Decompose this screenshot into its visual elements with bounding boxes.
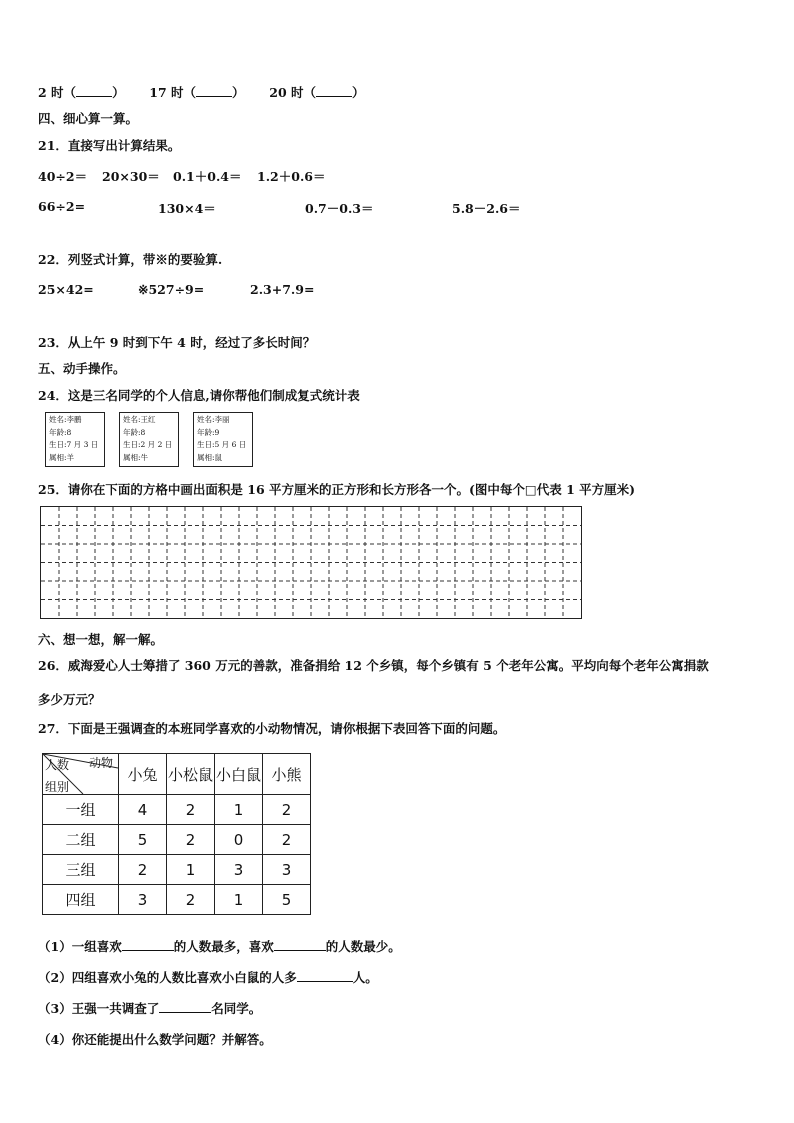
row-header: 四组: [43, 885, 119, 915]
q22-item: 2.3+7.9=: [250, 282, 315, 297]
column-header: 小白鼠: [215, 754, 263, 795]
card-zodiac: 属相:鼠: [197, 452, 223, 462]
q22-title: 22．列竖式计算，带※的要验算.: [38, 252, 223, 267]
table-cell: 1: [167, 855, 215, 885]
corner-label-animal: 动物: [89, 756, 114, 770]
q21-item: 20×30＝: [102, 169, 160, 184]
q22-item: ※527÷9=: [138, 282, 205, 297]
q21-item: 66÷2=: [38, 199, 86, 214]
card-birthday: 生日:2 月 2 日: [123, 440, 173, 449]
table-cell: 2: [263, 795, 311, 825]
q26-line-2: 多少万元？: [38, 692, 101, 707]
card-age: 年龄:8: [123, 427, 146, 437]
corner-label-group: 组别: [45, 780, 70, 794]
table-cell: 2: [167, 795, 215, 825]
q27-sub-2: （2）四组喜欢小兔的人数比喜欢小白鼠的人多 人。: [38, 970, 378, 985]
q23-title: 23．从上午 9 时到下午 4 时，经过了多长时间？: [38, 335, 316, 350]
time-fill-line: [38, 83, 365, 101]
card-birthday: 生日:7 月 3 日: [49, 440, 99, 449]
q27-sub-4: （4）你还能提出什么数学问题？并解答。: [38, 1032, 272, 1047]
q21-item: 40÷2＝: [38, 169, 88, 184]
info-card-3: [193, 412, 253, 467]
q27-sub-1: （1）一组喜欢 的人数最多，喜欢 的人数最少。: [38, 939, 401, 954]
table-cell: 5: [263, 885, 311, 915]
table-corner-cell: [43, 754, 119, 795]
q21-item: 0.1＋0.4＝: [173, 169, 242, 184]
card-name: 姓名:李丽: [197, 415, 230, 424]
table-cell: 2: [119, 855, 167, 885]
column-header: 小松鼠: [167, 754, 215, 795]
table-header-row: [43, 754, 311, 795]
table-row: [43, 885, 311, 915]
info-card-1: [45, 412, 105, 467]
card-birthday: 生日:5 月 6 日: [197, 440, 247, 449]
q21-title: 21．直接写出计算结果。: [38, 138, 181, 153]
answer-blank[interactable]: [122, 938, 174, 951]
time-item-3: 20 时（ ）: [269, 85, 365, 100]
card-zodiac: 属相:牛: [123, 452, 149, 462]
table-cell: 3: [119, 885, 167, 915]
section-6-title: 六、想一想，解一解。: [38, 632, 164, 647]
square-grid[interactable]: [40, 506, 582, 619]
table-cell: 1: [215, 795, 263, 825]
table-cell: 5: [119, 825, 167, 855]
row-header: 二组: [43, 825, 119, 855]
q24-title: 24．这是三名同学的个人信息,请你帮他们制成复式统计表: [38, 388, 360, 403]
info-card-2: [119, 412, 179, 467]
table-cell: 0: [215, 825, 263, 855]
table-cell: 3: [263, 855, 311, 885]
table-row: [43, 795, 311, 825]
answer-blank[interactable]: [196, 84, 232, 97]
grid-lines: [41, 507, 581, 618]
table-cell: 2: [167, 825, 215, 855]
row-header: 三组: [43, 855, 119, 885]
q25-title: 25．请你在下面的方格中画出面积是 16 平方厘米的正方形和长方形各一个。(图中每个□代表 1 平方厘米): [38, 482, 636, 497]
section-5-title: 五、动手操作。: [38, 361, 126, 376]
card-name: 姓名:李鹏: [49, 415, 82, 424]
corner-label-count: 人数: [45, 758, 70, 772]
table-row: [43, 825, 311, 855]
table-cell: 2: [167, 885, 215, 915]
table-cell: 1: [215, 885, 263, 915]
answer-blank[interactable]: [274, 938, 326, 951]
survey-table: [42, 753, 311, 915]
row-header: 一组: [43, 795, 119, 825]
table-row: [43, 855, 311, 885]
time-item-2: 17 时（ ）: [149, 85, 245, 100]
q22-item: 25×42=: [38, 282, 94, 297]
card-zodiac: 属相:羊: [49, 452, 75, 462]
card-name: 姓名:王红: [123, 415, 156, 424]
table-cell: 2: [263, 825, 311, 855]
q21-item: 5.8－2.6＝: [452, 201, 521, 216]
q27-title: 27．下面是王强调查的本班同学喜欢的小动物情况，请你根据下表回答下面的问题。: [38, 721, 506, 736]
column-header: 小熊: [263, 754, 311, 795]
q21-item: 130×4＝: [158, 201, 216, 216]
card-age: 年龄:8: [49, 427, 72, 437]
section-4-title: 四、细心算一算。: [38, 111, 139, 126]
card-age: 年龄:9: [197, 427, 220, 437]
answer-blank[interactable]: [159, 1000, 211, 1013]
q27-sub-3: （3）王强一共调查了 名同学。: [38, 1001, 262, 1016]
q26-line-1: 26．威海爱心人士筹措了 360 万元的善款，准备捐给 12 个乡镇，每个乡镇有 5 个老年公寓。平均向每个老年公寓捐款: [38, 658, 709, 673]
answer-blank[interactable]: [76, 84, 112, 97]
column-header: 小兔: [119, 754, 167, 795]
q21-item: 1.2＋0.6＝: [257, 169, 326, 184]
q21-item: 0.7－0.3＝: [305, 201, 374, 216]
table-cell: 4: [119, 795, 167, 825]
time-item-1: 2 时（ ）: [38, 85, 125, 100]
table-cell: 3: [215, 855, 263, 885]
answer-blank[interactable]: [297, 969, 353, 982]
answer-blank[interactable]: [316, 84, 352, 97]
